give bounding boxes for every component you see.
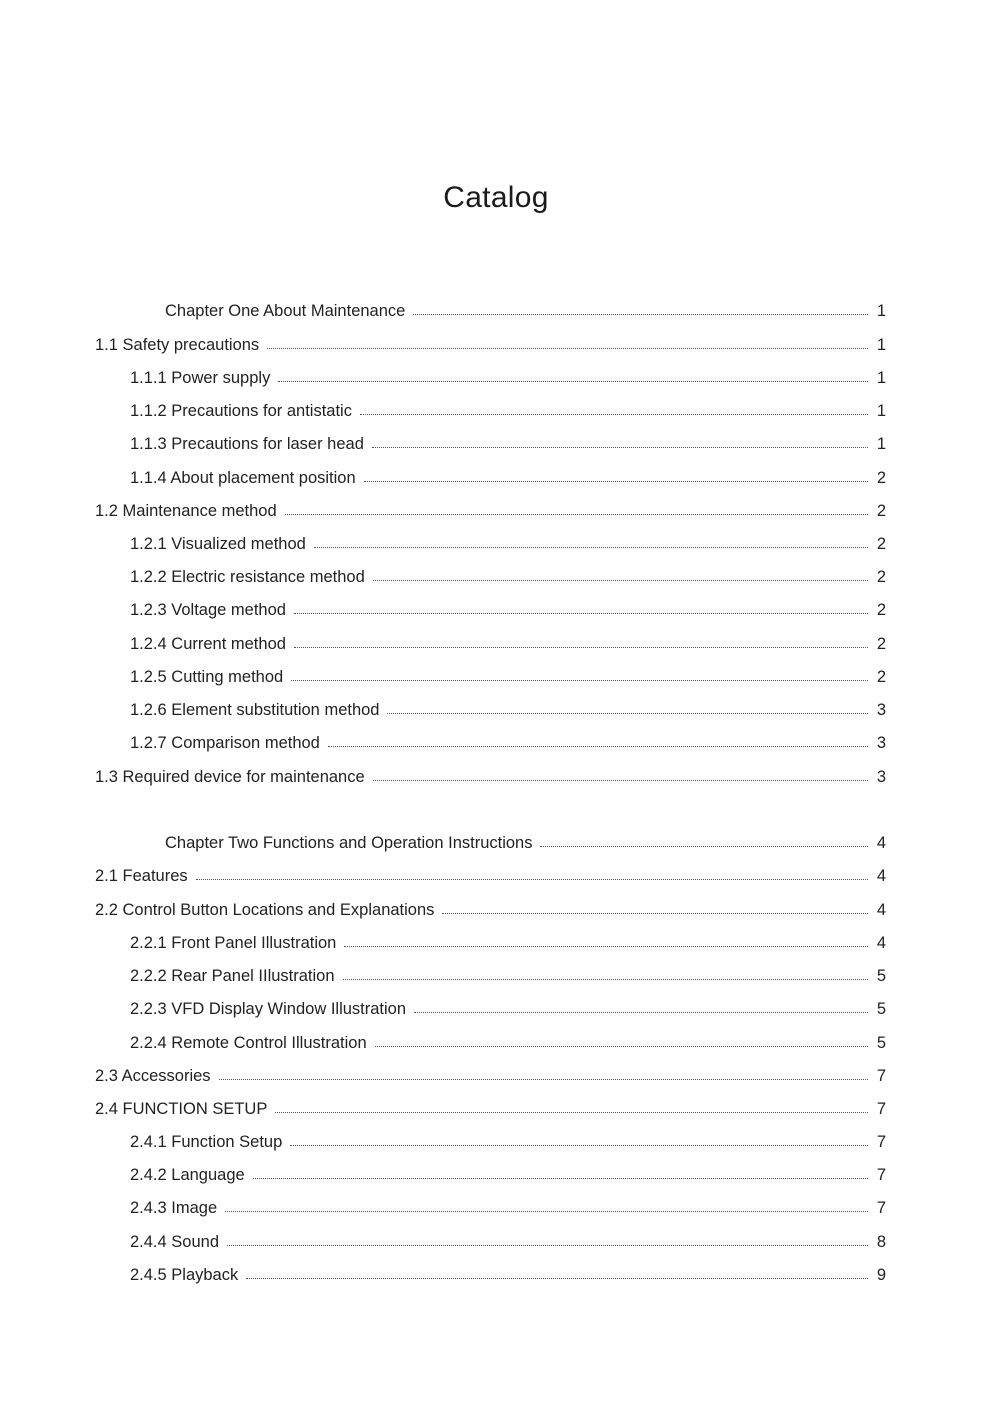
toc-entry[interactable] — [95, 500, 886, 522]
toc-entry[interactable] — [95, 1098, 886, 1120]
toc-entry[interactable] — [130, 433, 886, 455]
dot-leader — [253, 1178, 868, 1179]
toc-entry-label: 1.1.4 About placement position — [130, 469, 356, 487]
dot-leader — [225, 1211, 868, 1212]
toc-entry-label: 2.4 FUNCTION SETUP — [95, 1100, 268, 1118]
toc-entry-label: 1.2.4 Current method — [130, 635, 286, 653]
dot-leader — [414, 1012, 868, 1013]
dot-leader — [290, 1145, 868, 1146]
toc-entry[interactable] — [130, 1264, 886, 1286]
toc-page-number: 7 — [876, 1199, 886, 1217]
toc-entry[interactable] — [130, 533, 886, 555]
toc-entry-label: 2.2 Control Button Locations and Explanations — [95, 901, 435, 919]
toc-entry[interactable] — [130, 1131, 886, 1153]
toc-entry-label: 1.2 Maintenance method — [95, 502, 277, 520]
dot-leader — [219, 1079, 868, 1080]
toc-page-number: 3 — [876, 768, 886, 786]
toc-entry[interactable] — [130, 1164, 886, 1186]
toc-page-number: 7 — [876, 1067, 886, 1085]
toc-entry[interactable] — [130, 1197, 886, 1219]
toc-entry-label: 2.2.1 Front Panel Illustration — [130, 934, 337, 952]
toc-page-number: 7 — [876, 1100, 886, 1118]
toc-entry-label: 2.4.4 Sound — [130, 1233, 219, 1251]
dot-leader — [246, 1278, 868, 1279]
toc-entry[interactable] — [130, 633, 886, 655]
toc-entry[interactable] — [130, 1032, 886, 1054]
toc-page-number: 5 — [876, 967, 886, 985]
toc-entry-label: 1.1 Safety precautions — [95, 336, 260, 354]
dot-leader — [375, 1046, 868, 1047]
dot-leader — [291, 680, 868, 681]
toc-page-number: 7 — [876, 1166, 886, 1184]
toc-entry[interactable] — [130, 367, 886, 389]
toc-page-number: 4 — [876, 934, 886, 952]
toc-entry[interactable] — [130, 732, 886, 754]
dot-leader — [294, 647, 868, 648]
toc-entry-label: 2.2.3 VFD Display Window Illustration — [130, 1000, 407, 1018]
toc-entry-label: 1.3 Required device for maintenance — [95, 768, 365, 786]
dot-leader — [373, 780, 868, 781]
toc-page-number: 1 — [876, 369, 886, 387]
toc-page-number: 1 — [876, 302, 886, 320]
toc-entry[interactable] — [130, 666, 886, 688]
toc-page-number: 8 — [876, 1233, 886, 1251]
toc-entry[interactable] — [130, 699, 886, 721]
toc-page-number: 1 — [876, 435, 886, 453]
toc-entry-label: 2.4.1 Function Setup — [130, 1133, 283, 1151]
dot-leader — [373, 580, 868, 581]
toc-chapter-heading[interactable] — [165, 300, 886, 322]
toc-entry[interactable] — [130, 599, 886, 621]
toc-entry-label: 2.4.3 Image — [130, 1199, 218, 1217]
toc-entry-label: Chapter Two Functions and Operation Instructions — [165, 834, 533, 852]
toc-entry-label: 2.4.5 Playback — [130, 1266, 239, 1284]
toc-entry[interactable] — [130, 467, 886, 489]
toc-entry[interactable] — [95, 1065, 886, 1087]
dot-leader — [227, 1245, 868, 1246]
toc-entry-label: 2.1 Features — [95, 867, 188, 885]
toc-entry[interactable] — [130, 965, 886, 987]
toc-page-number: 2 — [876, 568, 886, 586]
dot-leader — [360, 414, 868, 415]
toc-page-number: 4 — [876, 901, 886, 919]
page-title: Catalog — [443, 181, 549, 214]
toc-entry-label: Chapter One About Maintenance — [165, 302, 406, 320]
toc-page-number: 4 — [876, 867, 886, 885]
toc-entry[interactable] — [95, 865, 886, 887]
toc-page-number: 1 — [876, 402, 886, 420]
toc-page-number: 7 — [876, 1133, 886, 1151]
dot-leader — [328, 746, 868, 747]
toc-page-number: 2 — [876, 668, 886, 686]
toc-entry[interactable] — [95, 899, 886, 921]
dot-leader — [344, 946, 868, 947]
toc-entry[interactable] — [95, 334, 886, 356]
toc-entry-label: 2.2.2 Rear Panel IIlustration — [130, 967, 335, 985]
toc-entry-label: 2.3 Accessories — [95, 1067, 211, 1085]
toc-entry[interactable] — [130, 1231, 886, 1253]
toc-page-number: 2 — [876, 635, 886, 653]
toc-chapter-heading[interactable] — [165, 832, 886, 854]
dot-leader — [343, 979, 868, 980]
toc-page-number: 4 — [876, 834, 886, 852]
dot-leader — [294, 613, 868, 614]
toc-entry-label: 1.2.3 Voltage method — [130, 601, 286, 619]
dot-leader — [278, 381, 868, 382]
toc-page-number: 2 — [876, 601, 886, 619]
toc-page-number: 5 — [876, 1000, 886, 1018]
toc-entry[interactable] — [95, 766, 886, 788]
dot-leader — [442, 913, 868, 914]
toc-entry-label: 1.1.3 Precautions for laser head — [130, 435, 364, 453]
toc-entry[interactable] — [130, 566, 886, 588]
dot-leader — [285, 514, 868, 515]
dot-leader — [275, 1112, 868, 1113]
toc-entry-label: 2.2.4 Remote Control Illustration — [130, 1034, 367, 1052]
toc-entry-label: 1.2.6 Element substitution method — [130, 701, 380, 719]
toc-entry[interactable] — [130, 932, 886, 954]
toc-entry-label: 1.1.2 Precautions for antistatic — [130, 402, 352, 420]
dot-leader — [540, 846, 868, 847]
toc-entry[interactable] — [130, 998, 886, 1020]
toc-page-number: 3 — [876, 734, 886, 752]
toc-page-number: 5 — [876, 1034, 886, 1052]
dot-leader — [364, 481, 868, 482]
toc-entry-label: 1.2.1 Visualized method — [130, 535, 306, 553]
toc-page-number: 9 — [876, 1266, 886, 1284]
toc-page-number: 2 — [876, 535, 886, 553]
dot-leader — [267, 348, 868, 349]
dot-leader — [196, 879, 868, 880]
toc-page-number: 2 — [876, 469, 886, 487]
toc-page-number: 1 — [876, 336, 886, 354]
dot-leader — [372, 447, 868, 448]
toc-page-number: 2 — [876, 502, 886, 520]
toc-entry-label: 1.2.5 Cutting method — [130, 668, 284, 686]
dot-leader — [387, 713, 868, 714]
toc-entry[interactable] — [130, 400, 886, 422]
toc-entry-label: 2.4.2 Language — [130, 1166, 245, 1184]
toc-entry-label: 1.2.7 Comparison method — [130, 734, 320, 752]
toc-entry-label: 1.2.2 Electric resistance method — [130, 568, 365, 586]
dot-leader — [314, 547, 868, 548]
toc-entry-label: 1.1.1 Power supply — [130, 369, 271, 387]
dot-leader — [413, 314, 868, 315]
toc-page-number: 3 — [876, 701, 886, 719]
